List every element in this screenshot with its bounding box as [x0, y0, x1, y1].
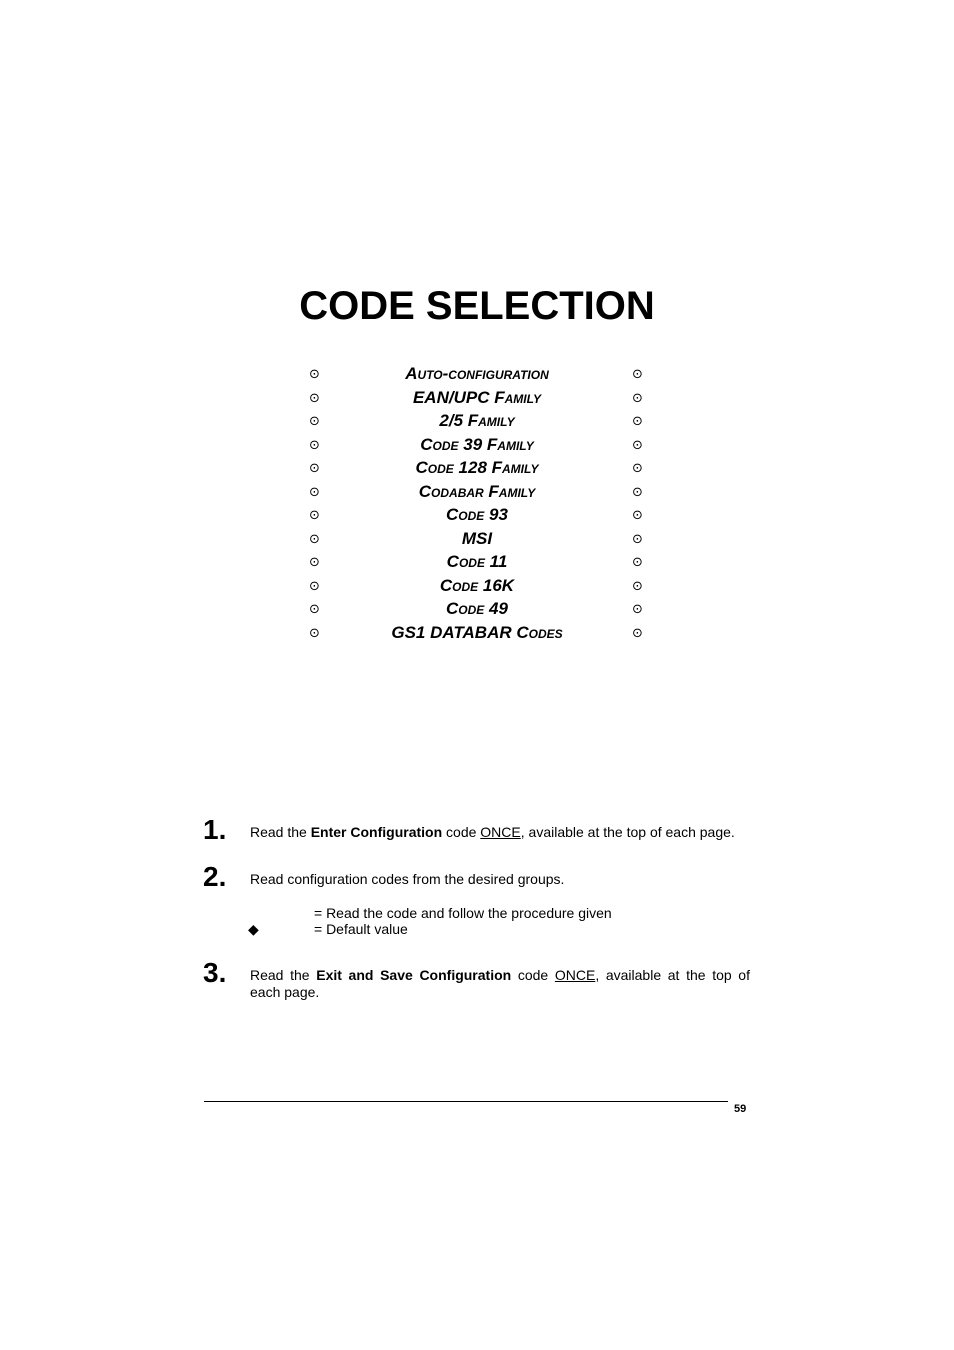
toc-item[interactable]: [0, 386, 954, 410]
toc-item[interactable]: [0, 550, 954, 574]
bullet-icon: ⊙: [632, 577, 643, 593]
toc-item-label: EAN/UPC Family: [412, 387, 542, 407]
page-number: 59: [734, 1103, 747, 1115]
step-text-part: Read the: [250, 967, 317, 983]
toc-item-label: Code 128 Family: [415, 458, 539, 477]
bullet-icon: ⊙: [309, 601, 320, 616]
bullet-icon: ⊙: [309, 507, 320, 522]
bullet-icon: ⊙: [309, 530, 320, 546]
bullet-icon: ⊙: [632, 507, 643, 522]
toc-item[interactable]: [0, 527, 954, 551]
toc-item-label: Auto-configuration: [405, 364, 549, 383]
step-text: [250, 824, 750, 841]
step-text-bold: Enter Configuration: [310, 824, 443, 840]
footer-divider: [204, 1101, 728, 1102]
bullet-icon: ⊙: [309, 577, 320, 593]
bullet-icon: ⊙: [632, 436, 643, 452]
bullet-icon: ⊙: [632, 530, 643, 546]
step-text-bold: Exit and Save Configuration: [316, 967, 512, 983]
step-text-underline: ONCE: [554, 967, 596, 983]
bullet-icon: ⊙: [632, 366, 643, 381]
step-text-part: , available at the top of each page.: [250, 967, 750, 1000]
toc-item-label: Code 39 Family: [420, 434, 534, 454]
toc-item-label: Codabar Family: [418, 481, 536, 501]
bullet-icon: ⊙: [309, 389, 320, 405]
bullet-icon: ⊙: [309, 483, 320, 499]
bullet-icon: ⊙: [309, 436, 320, 452]
diamond-icon: ◆: [248, 921, 259, 937]
toc-item[interactable]: [0, 362, 954, 386]
bullet-icon: ⊙: [309, 366, 320, 381]
bullet-icon: ⊙: [632, 413, 643, 428]
step-text-part: Read the: [250, 824, 311, 840]
toc-item-label: 2/5 Family: [439, 411, 515, 430]
toc-item-label: Code 11: [446, 552, 508, 571]
toc-item[interactable]: [0, 574, 954, 598]
toc-item[interactable]: [0, 456, 954, 480]
step-text-part: , available at the top of each page.: [520, 824, 735, 840]
bullet-icon: ⊙: [632, 624, 643, 640]
toc-item[interactable]: [0, 503, 954, 527]
step-text-part: code: [511, 967, 555, 983]
step-text-underline: ONCE: [480, 824, 521, 840]
bullet-icon: ⊙: [632, 483, 643, 499]
bullet-icon: ⊙: [632, 601, 643, 616]
bullet-icon: ⊙: [309, 624, 320, 640]
toc-item-label: GS1 DATABAR Codes: [391, 622, 563, 642]
step-text: Read configuration codes from the desired groups.: [250, 871, 565, 887]
bullet-icon: ⊙: [309, 554, 320, 569]
bullet-icon: ⊙: [309, 413, 320, 428]
step-number: 1.: [203, 814, 227, 845]
bullet-icon: ⊙: [632, 554, 643, 569]
toc-item-label: Code 16K: [439, 575, 515, 595]
toc-item[interactable]: [0, 433, 954, 457]
step-number: 3.: [203, 957, 227, 988]
step-text: [250, 967, 750, 1001]
legend-default-text: = Default value: [314, 921, 408, 937]
toc-item-label: Code 93: [446, 505, 508, 524]
toc-item-label: Code 49: [446, 599, 508, 618]
bullet-icon: ⊙: [632, 389, 643, 405]
toc-item-label: MSI: [461, 528, 493, 548]
toc-item[interactable]: [0, 409, 954, 433]
bullet-icon: ⊙: [632, 460, 643, 475]
page-title: CODE SELECTION: [299, 284, 655, 328]
toc-item[interactable]: [0, 480, 954, 504]
toc-item[interactable]: [0, 597, 954, 621]
code-family-list: [0, 362, 954, 644]
bullet-icon: ⊙: [309, 460, 320, 475]
legend-procedure-text: = Read the code and follow the procedure given: [314, 905, 612, 921]
step-text-part: code: [442, 824, 481, 840]
step-number: 2.: [203, 861, 227, 892]
toc-item[interactable]: [0, 621, 954, 645]
